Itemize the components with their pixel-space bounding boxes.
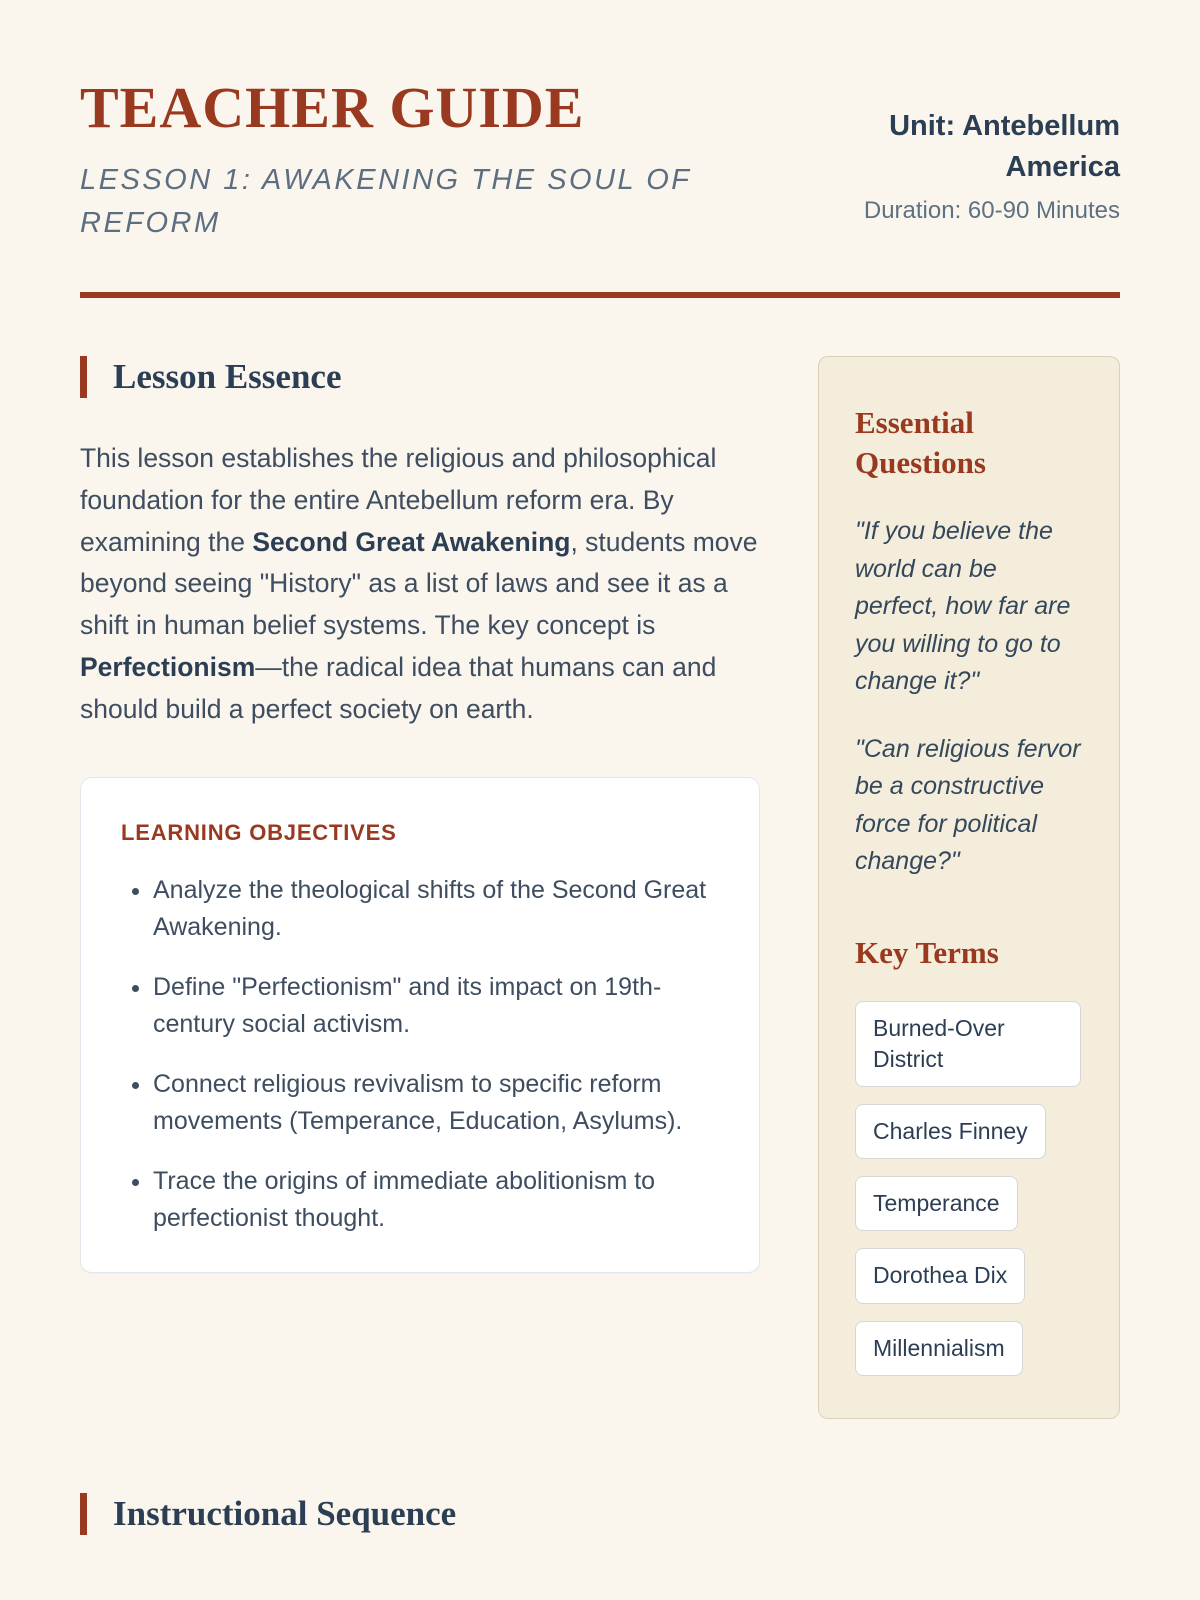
objective-item: • Analyze the theological shifts of the Second Great Awakening. <box>153 872 719 947</box>
page-title: TEACHER GUIDE <box>80 75 585 140</box>
section-accent-bar <box>80 356 87 398</box>
essential-question: "Can religious fervor be a constructive force for political change?" <box>855 734 1081 876</box>
key-term-chip: Dorothea Dix <box>855 1248 1025 1303</box>
unit-label: Unit: Antebellum America <box>889 110 1120 183</box>
key-term-chip: Charles Finney <box>855 1104 1046 1159</box>
learning-objectives-card <box>80 777 760 1273</box>
essential-questions-heading: Essential Questions <box>855 404 986 481</box>
header-title-block <box>80 75 770 246</box>
objective-item: • Trace the origins of immediate abolitionism to perfectionist thought. <box>153 1163 719 1238</box>
instructional-sequence-title: Instructional Sequence <box>113 1493 457 1533</box>
page-header <box>80 75 1120 246</box>
essential-question: "If you believe the world can be perfect, how far are you willing to go to change it?" <box>855 517 1071 696</box>
lesson-subtitle: LESSON 1: AWAKENING THE SOUL OF REFORM <box>80 163 691 240</box>
objective-item: • Connect religious revivalism to specific reform movements (Temperance, Education, Asylums). <box>153 1066 719 1141</box>
key-term-row <box>855 1248 1083 1303</box>
sidebar-card <box>818 356 1120 1419</box>
learning-objectives-heading: LEARNING OBJECTIVES <box>121 819 397 845</box>
lesson-essence-paragraph: This lesson establishes the religious and philosophical foundation for the entire Antebellum reform era. By examining the Second Great Awakening, students move beyond seeing "History" as a list of laws and see it as a shift in human belief systems. The key concept is Perfectionism—the radical idea that humans can and should build a perfect society on earth. <box>80 442 758 725</box>
key-term-row <box>855 1104 1083 1159</box>
lesson-essence-title: Lesson Essence <box>113 356 342 396</box>
header-divider <box>80 292 1120 298</box>
header-meta <box>860 78 1120 225</box>
key-terms-list <box>855 1001 1083 1375</box>
main-content <box>80 356 1120 1419</box>
objective-item: • Define "Perfectionism" and its impact on 19th-century social activism. <box>153 969 719 1044</box>
key-term-chip: Millennialism <box>855 1321 1023 1376</box>
key-terms-heading: Key Terms <box>855 934 999 970</box>
left-column <box>80 356 760 1273</box>
duration-label: Duration: 60-90 Minutes <box>863 197 1120 225</box>
key-term-row <box>855 1321 1083 1376</box>
learning-objectives-list <box>121 872 719 1238</box>
section-accent-bar <box>80 1493 87 1535</box>
key-term-chip: Temperance <box>855 1176 1018 1231</box>
instructional-sequence-heading <box>80 1493 1120 1535</box>
key-term-chip: Burned-Over District <box>855 1001 1081 1087</box>
lesson-essence-heading <box>80 356 760 398</box>
key-term-row <box>855 1001 1083 1087</box>
key-term-row <box>855 1176 1083 1231</box>
